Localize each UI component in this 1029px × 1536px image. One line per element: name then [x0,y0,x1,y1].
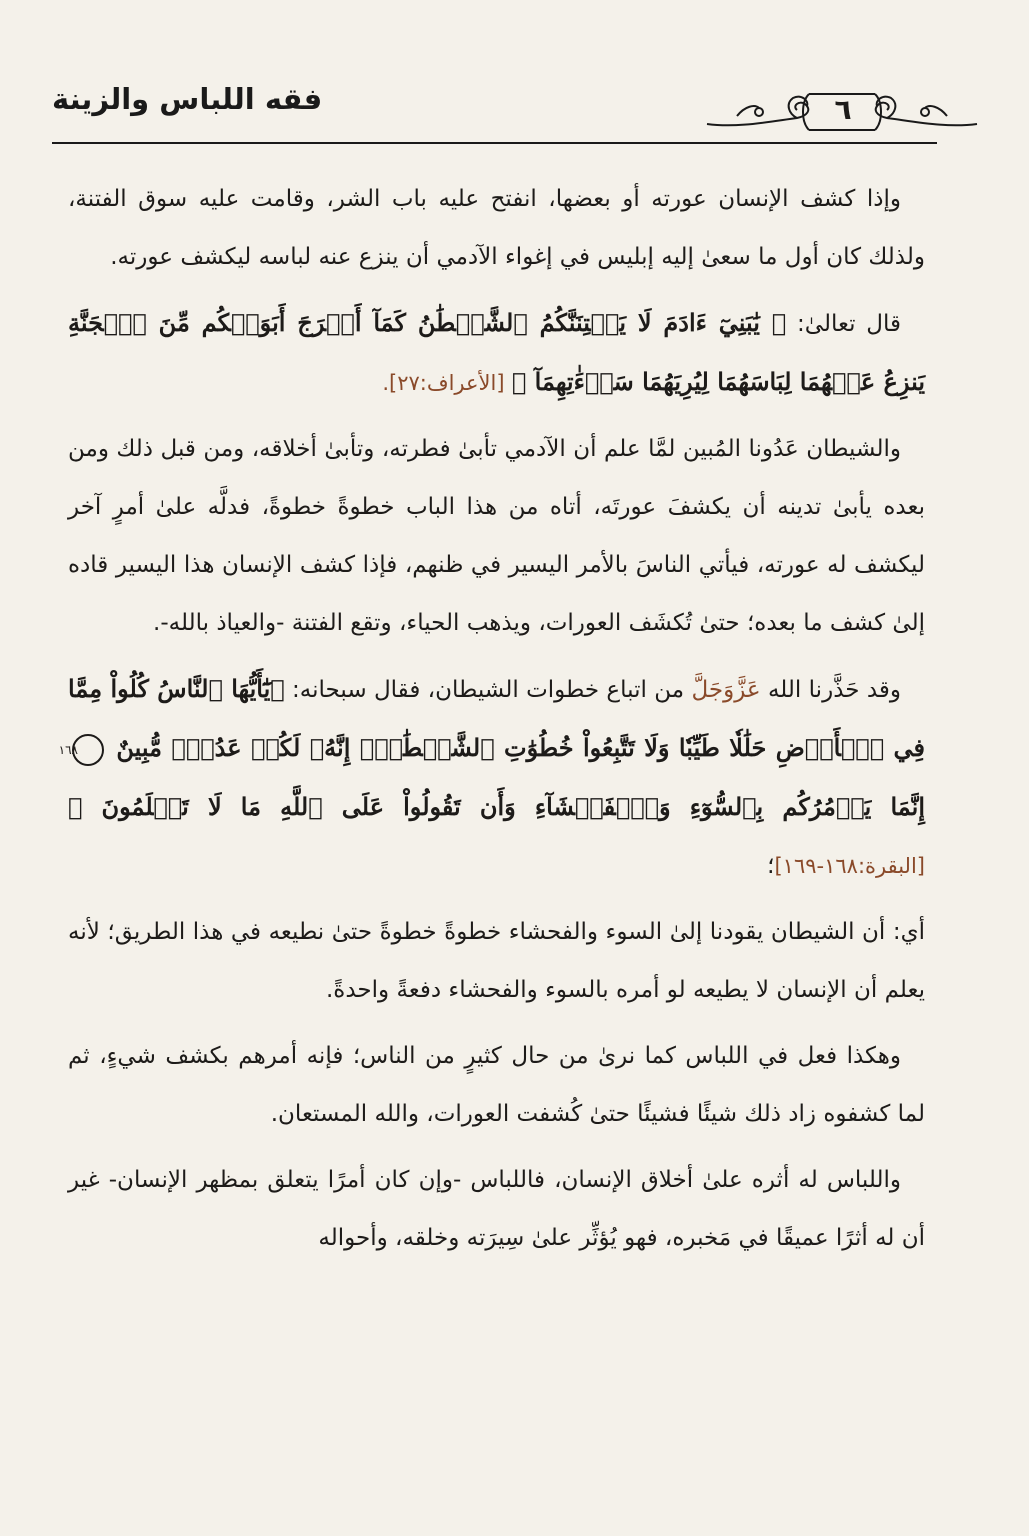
punctuation: ؛ [767,853,775,879]
page-header [52,82,937,142]
honorific: عَزَّوَجَلَّ [691,677,761,703]
page-number: ٦ [834,93,852,126]
paragraph [58,660,926,895]
quran-verse: إِنَّمَا يَأۡمُرُكُم بِٱلسُّوٓءِ وَٱلۡفَحۡشَآءِ وَأَن تَقُولُواْ عَلَى ٱللَّهِ مَا لَا تَعۡلَمُونَ ﴾ [68,792,925,821]
paragraph-text: وقد حَذَّرنا الله [760,677,902,703]
verse-reference: [الأعراف:٢٧]. [382,371,505,395]
paragraph: وهكذا فعل في اللباس كما نرىٰ من حال كثيرٍ من الناس؛ فإنه أمرهم بكشف شيءٍ، ثم لما كشفوه زاد ذلك شيئًا فشيئًا حتىٰ كُشفت العورات، والله المستعان. [68,1043,925,1127]
paragraph-text: من اتباع خطوات الشيطان، فقال سبحانه: [284,677,685,703]
body-text [58,170,926,1275]
verse-number-icon: ١٦٨ [72,734,104,766]
verse-intro: قال تعالىٰ: [786,311,901,337]
quran-verse: ﴿يَٰٓأَيُّهَا ٱلنَّاسُ كُلُواْ مِمَّا فِي ٱلۡأَرۡضِ حَلَٰلٗا طَيِّبٗا وَلَا تَتَّبِعُواْ خُطُوَٰتِ ٱلشَّيۡطَٰنِۚ إِنَّهُۥ لَكُمۡ عَدُوّٞ مُّبِينٌ [68,674,926,762]
book-title: فقه اللباس والزينة [52,82,323,116]
verse-reference: [البقرة:١٦٨-١٦٩] [774,854,925,878]
header-divider [52,142,937,144]
quran-verse: ﴿ يَٰبَنِيٓ ءَادَمَ لَا يَفۡتِنَنَّكُمُ ٱلشَّيۡطَٰنُ كَمَآ أَخۡرَجَ أَبَوَيۡكُم مِّنَ ٱلۡجَنَّةِ يَنزِعُ عَنۡهُمَا لِبَاسَهُمَا لِيُرِيَهُمَا سَوۡءَٰتِهِمَآ ﴾ [68,308,925,396]
paragraph: وإذا كشف الإنسان عورته أو بعضها، انفتح عليه باب الشر، وقامت عليه سوق الفتنة، ولذلك كان أول ما سعىٰ إليه إبليس في إغواء الآدمي أن ينزع عنه لباسه ليكشف عورته. [68,186,925,270]
paragraph: أي: أن الشيطان يقودنا إلىٰ السوء والفحشاء خطوةً خطوةً حتىٰ نطيعه في هذا الطريق؛ لأنه يعلم أن الإنسان لا يطيعه لو أمره بالسوء والفحشاء دفعةً واحدةً. [68,919,925,1003]
paragraph [68,294,925,412]
paragraph: واللباس له أثره علىٰ أخلاق الإنسان، فاللباس -وإن كان أمرًا يتعلق بمظهر الإنسان- غير أن له أثرًا عميقًا في مَخبره، فهو يُؤثِّر علىٰ سِيرَته وخلقه، وأحواله [68,1167,925,1251]
paragraph: والشيطان عَدُونا المُبين لمَّا علم أن الآدمي تأبىٰ فطرته، وتأبىٰ أخلاقه، ومن قبل ذلك ومن بعده يأبىٰ تدينه أن يكشفَ عورتَه، أتاه من هذا الباب خطوةً خطوةً، فدلَّه علىٰ أمرٍ آخر ليكشف له عورته، فيأتي الناسَ بالأمر اليسير في ظنهم، فإذا كشف الإنسان هذا اليسير قاده إلىٰ كشف ما بعده؛ حتىٰ تُكشَف العورات، ويذهب الحياء، وتقع الفتنة -والعياذ بالله-. [68,436,925,636]
